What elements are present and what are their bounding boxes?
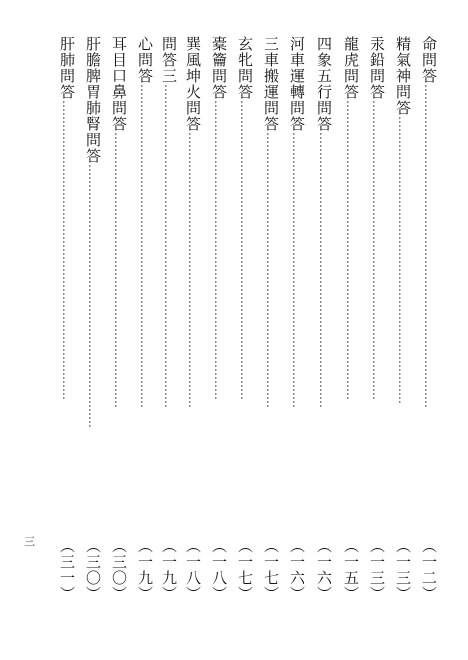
toc-entry [108,36,130,602]
dot-leader: …………………………………………………………… [317,132,331,408]
dot-leader: ……………………………………………………………………… [138,84,152,408]
toc-entry-title: 肝膽脾胃肺腎問答 [84,36,102,164]
toc-entry-title: 肝肺問答 [58,36,76,100]
toc-entry-title: 玄牝問答 [236,36,254,100]
dot-leader: ……………………………………………………………………… [422,84,436,408]
toc-entry [56,36,78,602]
toc-entry-page: （三〇） [84,538,102,602]
toc-entry [234,36,256,602]
toc-entry-title: 汞鉛問答 [368,36,386,100]
dot-leader: …………………………………………………………… [290,132,304,408]
toc-entry-page: （一八） [210,538,228,602]
toc-entry-page: （一八） [184,538,202,602]
toc-entry [182,36,204,602]
toc-entry [418,36,440,602]
toc-entry-title: 命問答 [420,36,438,84]
toc-entry [313,36,335,602]
toc-section-heading [158,36,180,602]
dot-leader: ……………………………………………………………………… [162,84,176,408]
dot-leader: ………………………………………………………………… [212,100,226,400]
dot-leader: ………………………………………………………… [86,164,100,428]
toc-entry-page: （一二） [420,538,438,602]
toc-entry-title: 龍虎問答 [342,36,360,100]
toc-entry-page: （一九） [160,538,178,602]
toc-entry [208,36,230,602]
toc-entry [340,36,362,602]
dot-leader: …………………………………………………………… [112,132,126,408]
toc-entry-title: 河車運轉問答 [288,36,306,132]
toc-entry-page: （一三） [394,538,412,602]
toc-entry-page: （一九） [136,538,154,602]
toc-entry-page: （一七） [236,538,254,602]
toc-entry [286,36,308,602]
toc-entry-page: （一六） [315,538,333,602]
dot-leader: ………………………………………………………………… [238,100,252,400]
page-number: 三 [24,535,35,548]
dot-leader: …………………………………………………………… [264,132,278,408]
dot-leader: …………………………………………………………… [186,132,200,408]
toc-entry-title: 心問答 [136,36,154,84]
toc-entry-title: 耳目口鼻問答 [110,36,128,132]
toc-entry-page: （一七） [262,538,280,602]
toc-entry-page: （一五） [342,538,360,602]
toc-entry [392,36,414,602]
toc-entry-page: （三〇） [110,538,128,602]
toc-entry-page: （一三） [368,538,386,602]
dot-leader: ……………………………………………………………… [396,116,410,404]
toc-entry [82,36,104,602]
toc-entry-title: 精氣神問答 [394,36,412,116]
toc-entry-title: 問答三 [160,36,178,84]
toc-entry-title: 巽風坤火問答 [184,36,202,132]
toc-entry-title: 三車搬運問答 [262,36,280,132]
table-of-contents [0,36,440,602]
dot-leader: ………………………………………………………………… [344,100,358,400]
toc-entry-page: （一六） [288,538,306,602]
toc-entry-title: 四象五行問答 [315,36,333,132]
toc-entry [260,36,282,602]
toc-entry [366,36,388,602]
dot-leader: ………………………………………………………………… [370,100,384,400]
dot-leader: ………………………………………………………………… [60,100,74,400]
toc-entry [134,36,156,602]
toc-entry-page: （三一） [58,538,76,602]
toc-entry-title: 橐籥問答 [210,36,228,100]
